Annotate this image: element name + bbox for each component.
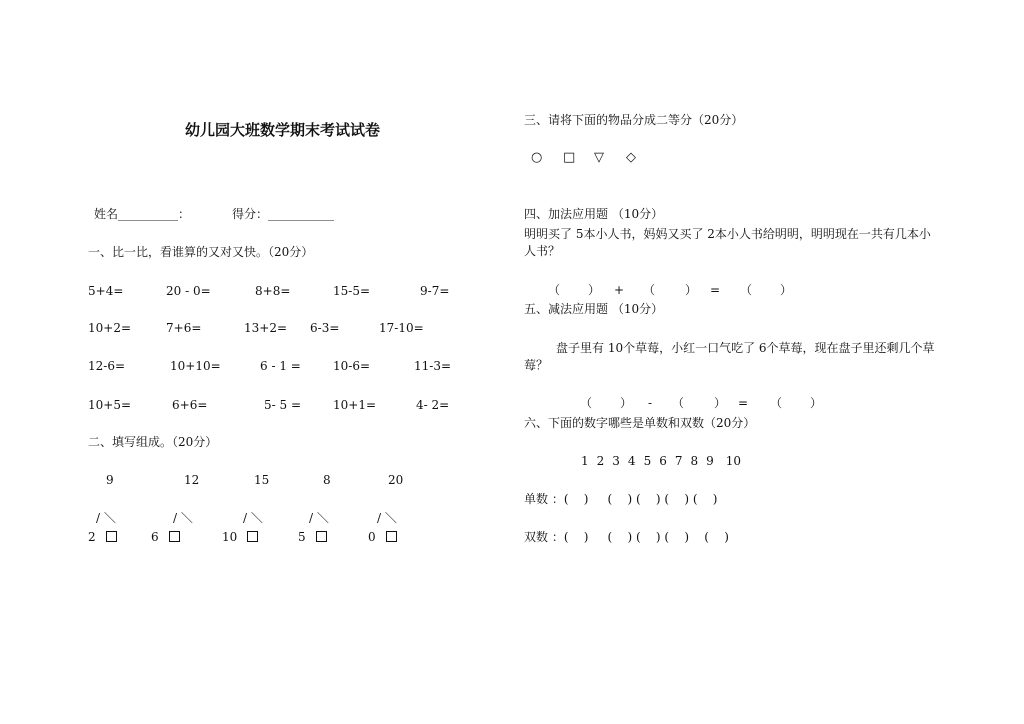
addition-problem: 明明买了 5本小人书，妈妈又买了 2本小人书给明明，明明现在一共有几本小人书？ [524, 227, 931, 258]
number: 6 [659, 454, 667, 468]
answer-box[interactable] [106, 531, 117, 542]
composition-branch: / ＼ [173, 511, 193, 525]
equation: 4- 2= [416, 398, 450, 412]
answer-paren: ） [620, 396, 633, 410]
number: 4 [627, 454, 636, 468]
operator: = [710, 283, 721, 297]
equation: 10+1= [333, 398, 377, 412]
equation: 17-10= [379, 321, 424, 335]
equation: 10+10= [170, 359, 221, 373]
operator: + [614, 283, 625, 297]
subtraction-problem: 盘子里有 10个草莓，小红一口气吃了 6个草莓，现在盘子里还剩几个草莓？ [524, 341, 935, 372]
composition-branch: / ＼ [377, 511, 397, 525]
composition-top: 8 [323, 473, 331, 487]
number-list [581, 455, 749, 467]
equation: 6+6= [172, 398, 208, 412]
number: 3 [612, 454, 620, 468]
equation: 7+6= [166, 321, 202, 335]
operator: - [648, 396, 653, 410]
answer-paren: （ [643, 283, 656, 297]
composition-top: 9 [106, 473, 114, 487]
score-label: 得分：___________ [232, 207, 335, 221]
composition-part: 6 [151, 531, 180, 543]
equation: 11-3= [414, 359, 452, 373]
section4-heading: 四、加法应用题 （10分） [524, 207, 664, 221]
section5-heading: 五、减法应用题 （10分） [524, 302, 664, 316]
answer-paren: （ [672, 396, 685, 410]
composition-top: 20 [388, 473, 404, 487]
answer-box[interactable] [316, 531, 327, 542]
section1-heading: 一、比一比，看谁算的又对又快。（20分） [88, 245, 314, 259]
operator: = [738, 396, 749, 410]
composition-part: 10 [222, 531, 258, 543]
answer-paren: ） [810, 396, 823, 410]
answer-paren: ） [780, 283, 793, 297]
answer-box[interactable] [386, 531, 397, 542]
paper-title: 幼儿园大班数学期末考试试卷 [185, 121, 381, 139]
answer-paren: （ [740, 283, 753, 297]
equation: 10-6= [333, 359, 371, 373]
composition-top: 15 [254, 473, 270, 487]
answer-paren: ） [588, 283, 601, 297]
composition-part: 2 [88, 531, 117, 543]
answer-paren: （ [548, 283, 561, 297]
answer-paren: ） [714, 396, 727, 410]
answer-box[interactable] [247, 531, 258, 542]
number: 1 [581, 454, 589, 468]
composition-part: 0 [368, 531, 397, 543]
composition-part: 5 [298, 531, 327, 543]
answer-paren: （ [770, 396, 783, 410]
answer-paren: ） [685, 283, 698, 297]
equation: 8+8= [255, 284, 291, 298]
name-label: 姓名__________： [94, 207, 191, 221]
composition-top: 12 [184, 473, 200, 487]
answer-box[interactable] [169, 531, 180, 542]
number: 7 [674, 454, 683, 468]
equation: 6-3= [310, 321, 340, 335]
section3-heading: 三、请将下面的物品分成二等分（20分） [524, 113, 744, 127]
answer-paren: （ [580, 396, 593, 410]
equation: 5- 5 = [264, 398, 302, 412]
number: 2 [596, 454, 605, 468]
equation: 10+5= [88, 398, 132, 412]
section2-heading: 二、填写组成。（20分） [88, 435, 218, 449]
composition-branch: / ＼ [243, 511, 263, 525]
equation: 10+2= [88, 321, 132, 335]
diamond-icon: ◇ [626, 150, 636, 165]
number: 8 [690, 454, 699, 468]
number: 9 [706, 454, 714, 468]
number: 5 [643, 454, 652, 468]
equation: 20 - 0= [166, 284, 211, 298]
composition-branch: / ＼ [96, 511, 116, 525]
square-icon: □ [563, 150, 576, 165]
number: 10 [725, 454, 742, 468]
section6-heading: 六、下面的数字哪些是单数和双数（20分） [524, 416, 756, 430]
composition-branch: / ＼ [309, 511, 329, 525]
equation: 5+4= [88, 284, 124, 298]
circle-icon: ○ [531, 150, 543, 165]
odd-numbers-line: 单数 ：( ) ( ) ( ) ( ) ( ) [524, 492, 718, 506]
equation: 9-7= [420, 284, 450, 298]
equation: 6 - 1 = [260, 359, 301, 373]
equation: 13+2= [244, 321, 288, 335]
even-numbers-line: 双数 ：( ) ( ) ( ) ( ) ( ) [524, 530, 729, 544]
equation: 12-6= [88, 359, 126, 373]
equation: 15-5= [333, 284, 371, 298]
triangle-icon: ▽ [594, 150, 604, 165]
